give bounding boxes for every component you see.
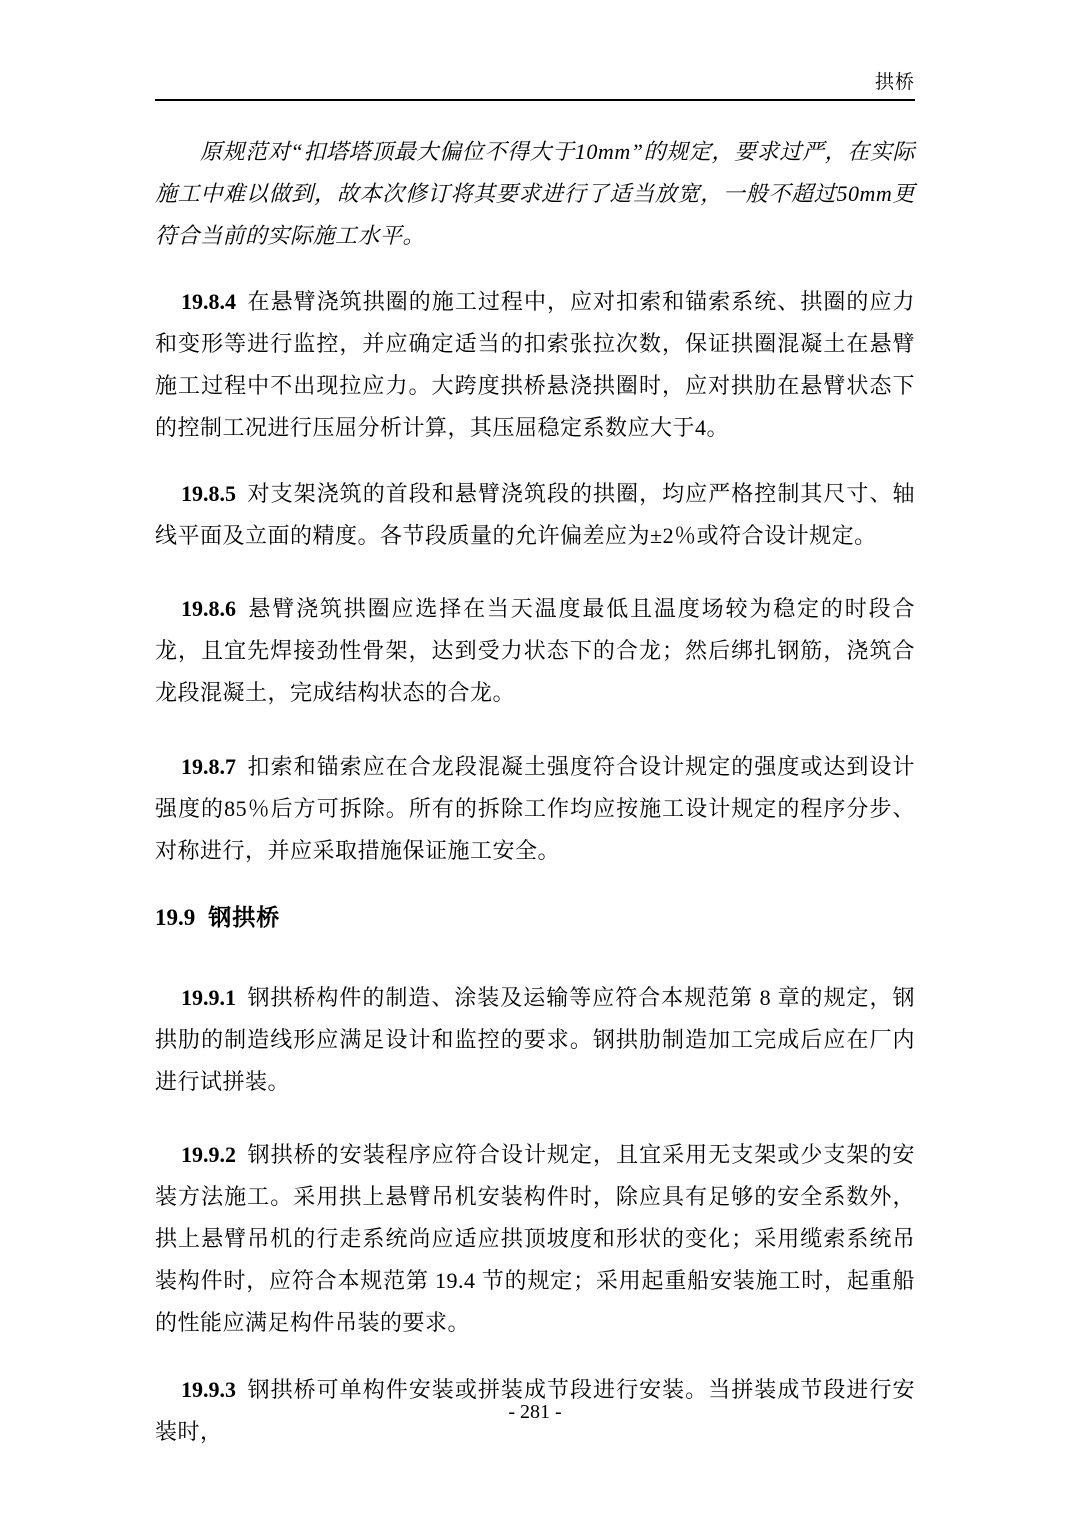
clause-19-8-5 (155, 473, 915, 557)
clause-text: 钢拱桥可单构件安装或拼装成节段进行安装。当拼装成节段进行安装时， (155, 1377, 915, 1444)
clause-number: 19.9.2 (181, 1142, 236, 1167)
intro-text: 原规范对“扣塔塔顶最大偏位不得大于10mm”的规定，要求过严，在实际施工中难以做到，故本次修订将其要求进行了适当放宽，一般不超过50mm更符合当前的实际施工水平。 (155, 139, 915, 248)
running-header-title: 拱桥 (874, 72, 915, 93)
clause-number: 19.9.1 (181, 985, 236, 1010)
clause-number: 19.8.4 (181, 289, 236, 314)
clause-text: 在悬臂浇筑拱圈的施工过程中，应对扣索和锚索系统、拱圈的应力和变形等进行监控，并应确定适当的扣索张拉次数，保证拱圈混凝土在悬臂施工过程中不出现拉应力。大跨度拱桥悬浇拱圈时，应对拱肋在悬臂状态下的控制工况进行压屈分析计算，其压屈稳定系数应大于4。 (155, 289, 915, 440)
section-heading-19-9 (155, 896, 915, 939)
clause-text: 扣索和锚索应在合龙段混凝土强度符合设计规定的强度或达到设计强度的85％后方可拆除。所有的拆除工作均应按施工设计规定的程序分步、对称进行，并应采取措施保证施工安全。 (155, 754, 915, 863)
clause-19-9-2 (155, 1134, 915, 1344)
clause-19-9-1 (155, 977, 915, 1103)
clause-number: 19.8.5 (181, 481, 236, 506)
heading-title: 钢拱桥 (208, 904, 281, 930)
clause-number: 19.8.6 (181, 596, 236, 621)
page-number: - 281 - (508, 1401, 562, 1423)
clause-number: 19.9.3 (181, 1377, 236, 1402)
clause-19-8-6 (155, 588, 915, 714)
page-header (155, 70, 915, 101)
clause-text: 对支架浇筑的首段和悬臂浇筑段的拱圈，均应严格控制其尺寸、轴线平面及立面的精度。各节段质量的允许偏差应为±2％或符合设计规定。 (155, 481, 915, 548)
heading-number: 19.9 (155, 905, 196, 930)
clause-19-8-4 (155, 281, 915, 449)
clause-text: 悬臂浇筑拱圈应选择在当天温度最低且温度场较为稳定的时段合龙，且宜先焊接劲性骨架，达到受力状态下的合龙；然后绑扎钢筋，浇筑合龙段混凝土，完成结构状态的合龙。 (155, 596, 915, 705)
clause-text: 钢拱桥构件的制造、涂装及运输等应符合本规范第 8 章的规定，钢拱肋的制造线形应满足设计和监控的要求。钢拱肋制造加工完成后应在厂内进行试拼装。 (155, 985, 915, 1094)
intro-paragraph (155, 131, 915, 257)
page-footer (155, 1398, 915, 1426)
clause-19-8-7 (155, 746, 915, 872)
clause-number: 19.8.7 (181, 754, 236, 779)
clause-text: 钢拱桥的安装程序应符合设计规定，且宜采用无支架或少支架的安装方法施工。采用拱上悬臂吊机安装构件时，除应具有足够的安全系数外，拱上悬臂吊机的行走系统尚应适应拱顶坡度和形状的变化；采用缆索系统吊装构件时，应符合本规范第 19.4 节的规定；采用起重船安装施工时，起重船的性能应满足构件吊装的要求。 (155, 1142, 915, 1335)
